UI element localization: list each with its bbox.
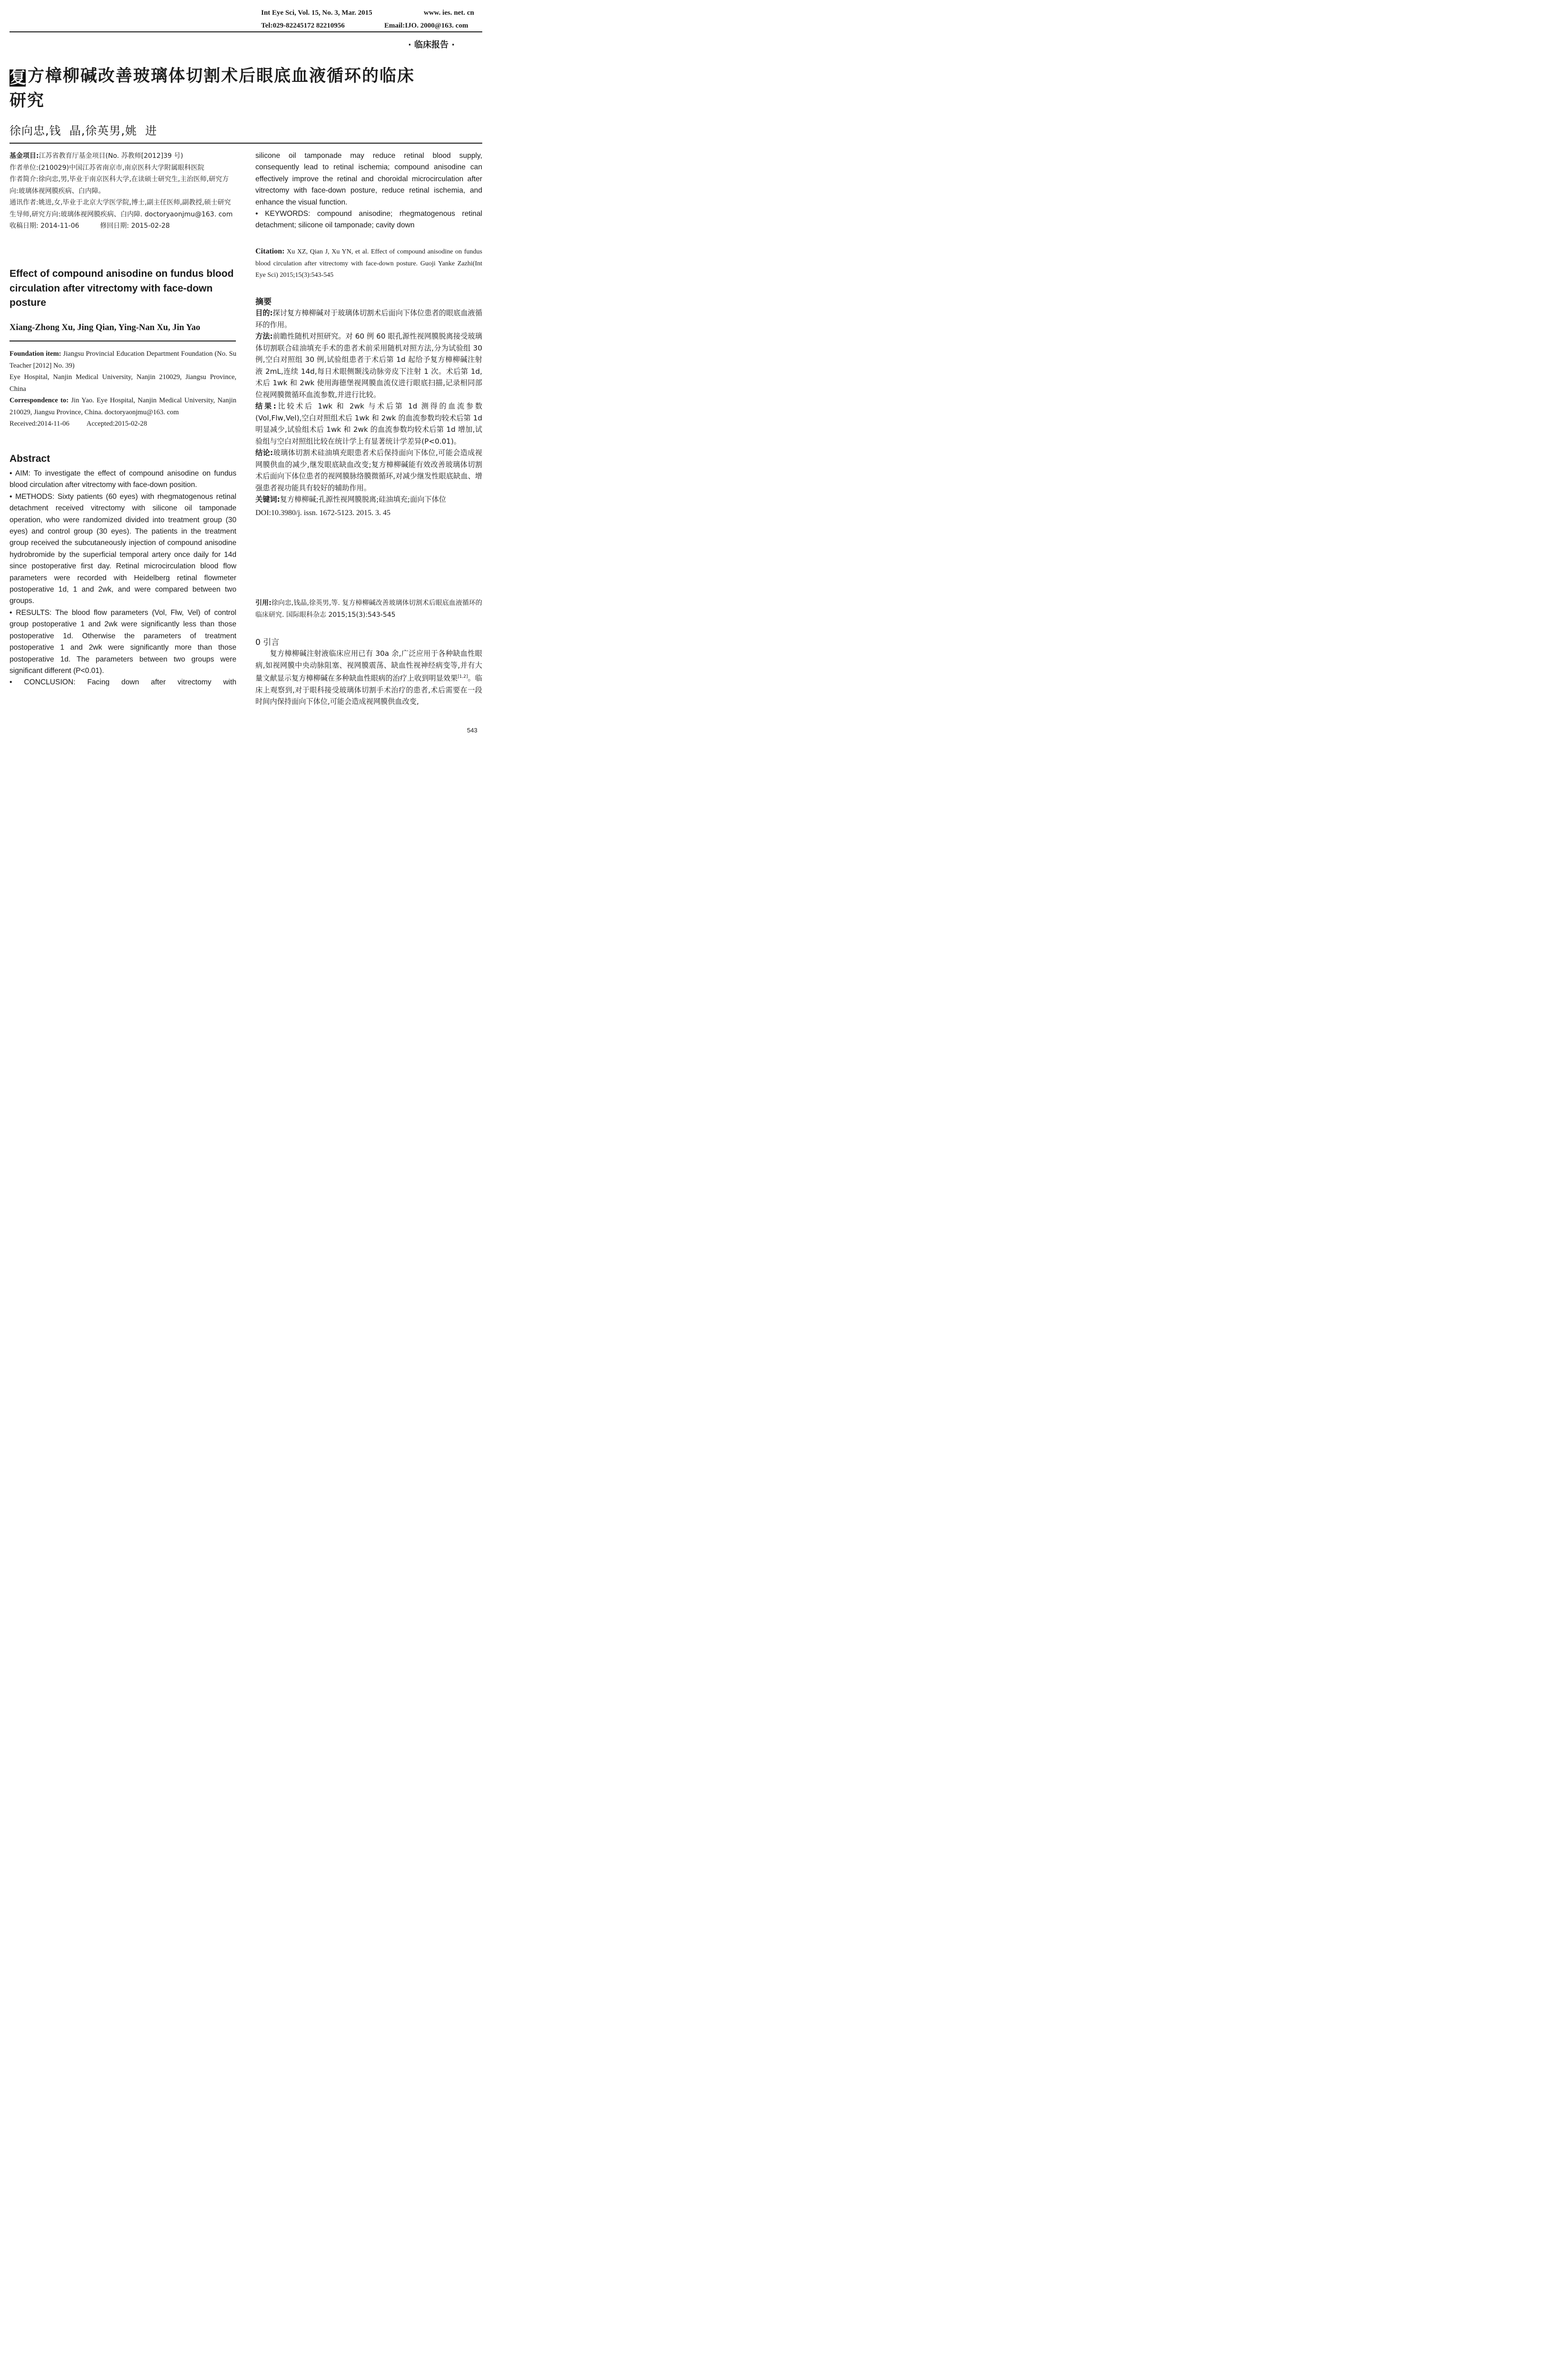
journal-website: www. ies. net. cn: [424, 9, 474, 17]
journal-email: Email:IJO. 2000@163. com: [384, 22, 468, 29]
intro-text-after: 。临床上观察到,对于眼科接受玻璃体切割手术治疗的患者,术后需要在一段时间内保持面向下体位,可能会造成视网膜供血改变,: [255, 674, 483, 706]
abstract-conclusion-cont: silicone oil tamponade may reduce retinal blood supply, consequently lead to retinal ischemia; compound anisodine can effectively improve the retinal and choroidal microcirculation after vitrectomy with face-down posture, reduce retinal ischemia, and enhance the visual function.: [255, 152, 482, 206]
abstract-cn-heading: 摘要: [255, 297, 272, 307]
unit-cn: 作者单位:(210029)中国江苏省南京市,南京医科大学附属眼科医院: [10, 164, 205, 172]
foundation-label-cn: 基金项目:: [10, 152, 39, 160]
correspondence-en: Jin Yao. Eye Hospital, Nanjin Medical University, Nanjin 210029, Jiangsu Province, China. doctoryaonjmu@163. com: [10, 397, 236, 416]
header-rule: [10, 31, 482, 32]
title-en: Effect of compound anisodine on fundus blood circulation after vitrectomy with face-down posture: [10, 268, 234, 308]
results-label-cn: 结果:: [255, 402, 276, 410]
results-cn: 比较术后 1wk 和 2wk 与术后第 1d 测得的血流参数(Vol,Flw,Vel),空白对照组术后 1wk 和 2wk 的血流参数均较术后第 1d 明显减少,试验组术后 1wk 和 2wk 的血流参数均较术后第 1d 增加,试验组与空白对照组比较在统计学上有显著统计学差异(P<0.01)。: [255, 402, 483, 446]
cite-cn-label: 引用:: [255, 599, 272, 607]
cite-cn: [255, 597, 482, 621]
title-cn: [10, 64, 482, 113]
affiliation-en: Eye Hospital, Nanjin Medical University, Nanjin 210029, Jiangsu Province, China: [10, 373, 236, 393]
info-en: [10, 348, 236, 430]
aim-cn: 探讨复方樟柳碱对于玻璃体切割术后面向下体位患者的眼底血液循环的作用。: [255, 309, 483, 329]
received-cn: 收稿日期: 2014-11-06: [10, 222, 79, 230]
keywords-cn: 复方樟柳碱;孔源性视网膜脱离;硅油填充;面向下体位: [280, 495, 447, 504]
citation-text: Xu XZ, Qian J, Xu YN, et al. Effect of compound anisodine on fundus blood circulation after vitrectomy with face-down posture. Guoji Yanke Zazhi(Int Eye Sci) 2015;15(3):543-545: [255, 248, 482, 279]
doi: DOI:10.3980/j. issn. 1672-5123. 2015. 3. 45: [255, 508, 390, 517]
methods-label-cn: 方法:: [255, 332, 273, 341]
abstract-heading: Abstract: [10, 453, 50, 464]
authors-en: Xiang-Zhong Xu, Jing Qian, Ying-Nan Xu, Jin Yao: [10, 323, 200, 332]
abstract-en: [10, 468, 236, 689]
abstract-en-cont: [255, 150, 482, 232]
info-cn: [10, 150, 237, 232]
abstract-conclusion-start: • CONCLUSION: Facing down after vitrectomy with: [10, 678, 236, 687]
foundation-cn: 江苏省教育厅基金项目(No. 苏教师[2012]39 号): [39, 152, 184, 160]
received-en: Received:2014-11-06: [10, 420, 69, 428]
correspondence-cn: 通讯作者:姚进,女,毕业于北京大学医学院,博士,副主任医师,副教授,硕士研究生导师,研究方向:玻璃体视网膜疾病、白内障. doctoryaonjmu@163. com: [10, 199, 233, 218]
keywords-label-cn: 关键词:: [255, 495, 280, 504]
journal-tel: Tel:029-82245172 82210956: [261, 22, 345, 29]
intro-text: 复方樟柳碱注射液临床应用已有 30a 余,广泛应用于各种缺血性眼病,如视网膜中央动脉阻塞、视网膜震荡、缺血性视神经病变等,并有大量文献显示复方樟柳碱在多种缺血性眼病的治疗上收到明显效果: [255, 649, 482, 683]
accepted-en: Accepted:2015-02-28: [86, 420, 147, 428]
title-first-char: 复: [10, 68, 28, 88]
conclusion-cn: 玻璃体切割术硅油填充眼患者术后保持面向下体位,可能会造成视网膜供血的减少,继发眼底缺血改变;复方樟柳碱能有效改善玻璃体切割术后面向下体位患者的视网膜脉络膜微循环,对减少继发性眼底缺血、增强患者视功能具有较好的辅助作用。: [255, 448, 482, 492]
bio-cn: 作者简介:徐向忠,男,毕业于南京医科大学,在读硕士研究生,主治医师,研究方向:玻璃体视网膜疾病、白内障。: [10, 175, 229, 195]
abstract-aim: • AIM: To investigate the effect of compound anisodine on fundus blood circulation after vitrectomy with face-down position.: [10, 469, 236, 489]
abstract-keywords: • KEYWORDS: compound anisodine; rhegmatogenous retinal detachment; silicone oil tamponade; cavity down: [255, 210, 482, 230]
citation-label: Citation:: [255, 247, 285, 255]
abstract-cn: [255, 307, 482, 519]
abstract-results: • RESULTS: The blood flow parameters (Vol, Flw, Vel) of control group postoperative 1 and 2wk were significantly less than those postoperative 1d. Otherwise the parameters of treatment postoperative 1 and 2wk were significantly more than those postoperative 1d. The parameters between two groups were significant different (P<0.01).: [10, 608, 236, 675]
intro-body: [255, 648, 482, 708]
title-line2: 研究: [10, 91, 45, 110]
methods-cn: 前瞻性随机对照研究。对 60 例 60 眼孔源性视网膜脱离接受玻璃体切割联合硅油填充手术的患者术前采用随机对照方法,分为试验组 30 例,空白对照组 30 例,试验组患者于术后第 1d 起给予复方樟柳碱注射液 2mL,连续 14d,每日术眼侧颞浅动脉旁皮下注射 1 次。术后第 1d,术后 1wk 和 2wk 使用海德堡视网膜血流仪进行眼底扫描,记录相同部位视网膜微循环血流参数,并进行比较。: [255, 332, 482, 399]
foundation-label-en: Foundation item:: [10, 350, 61, 358]
citation-en: [255, 246, 482, 282]
correspondence-label-en: Correspondence to:: [10, 397, 69, 404]
foundation-en: Jiangsu Provincial Education Department Foundation (No. Su Teacher [2012] No. 39): [10, 350, 236, 370]
abstract-methods: • METHODS: Sixty patients (60 eyes) with rhegmatogenous retinal detachment received vitrectomy with silicone oil tamponade operation, who were randomized divided into treatment group (30 eyes) and control group (30 eyes). The patients in the treatment group received the subcutaneously injection of compound anisodine hydrobromide by the superficial temporal artery once daily for 14d since postoperative first day. Retinal microcirculation blood flow parameters were recorded with Heidelberg retinal flowmeter postoperative 1d, 1 and 2wk, and were compared between two groups.: [10, 492, 236, 605]
authors-rule: [10, 143, 482, 144]
intro-ref: [1,2]: [458, 674, 468, 679]
cite-cn-text: 徐向忠,钱晶,徐英男,等. 复方樟柳碱改善玻璃体切割术后眼底血液循环的临床研究. 国际眼科杂志 2015;15(3):543-545: [255, 599, 482, 619]
aim-label-cn: 目的:: [255, 309, 273, 317]
journal-line: Int Eye Sci, Vol. 15, No. 3, Mar. 2015: [261, 9, 372, 17]
section-label: · 临床报告 ·: [408, 40, 455, 50]
page-number: 543: [467, 727, 477, 734]
authors-cn: 徐向忠,钱 晶,徐英男,姚 进: [10, 124, 157, 137]
intro-heading: 0 引言: [255, 638, 280, 647]
conclusion-label-cn: 结论:: [255, 448, 273, 457]
title-line1: 方樟柳碱改善玻璃体切割术后眼底血液循环的临床: [28, 67, 415, 86]
revised-cn: 修回日期: 2015-02-28: [100, 222, 170, 230]
